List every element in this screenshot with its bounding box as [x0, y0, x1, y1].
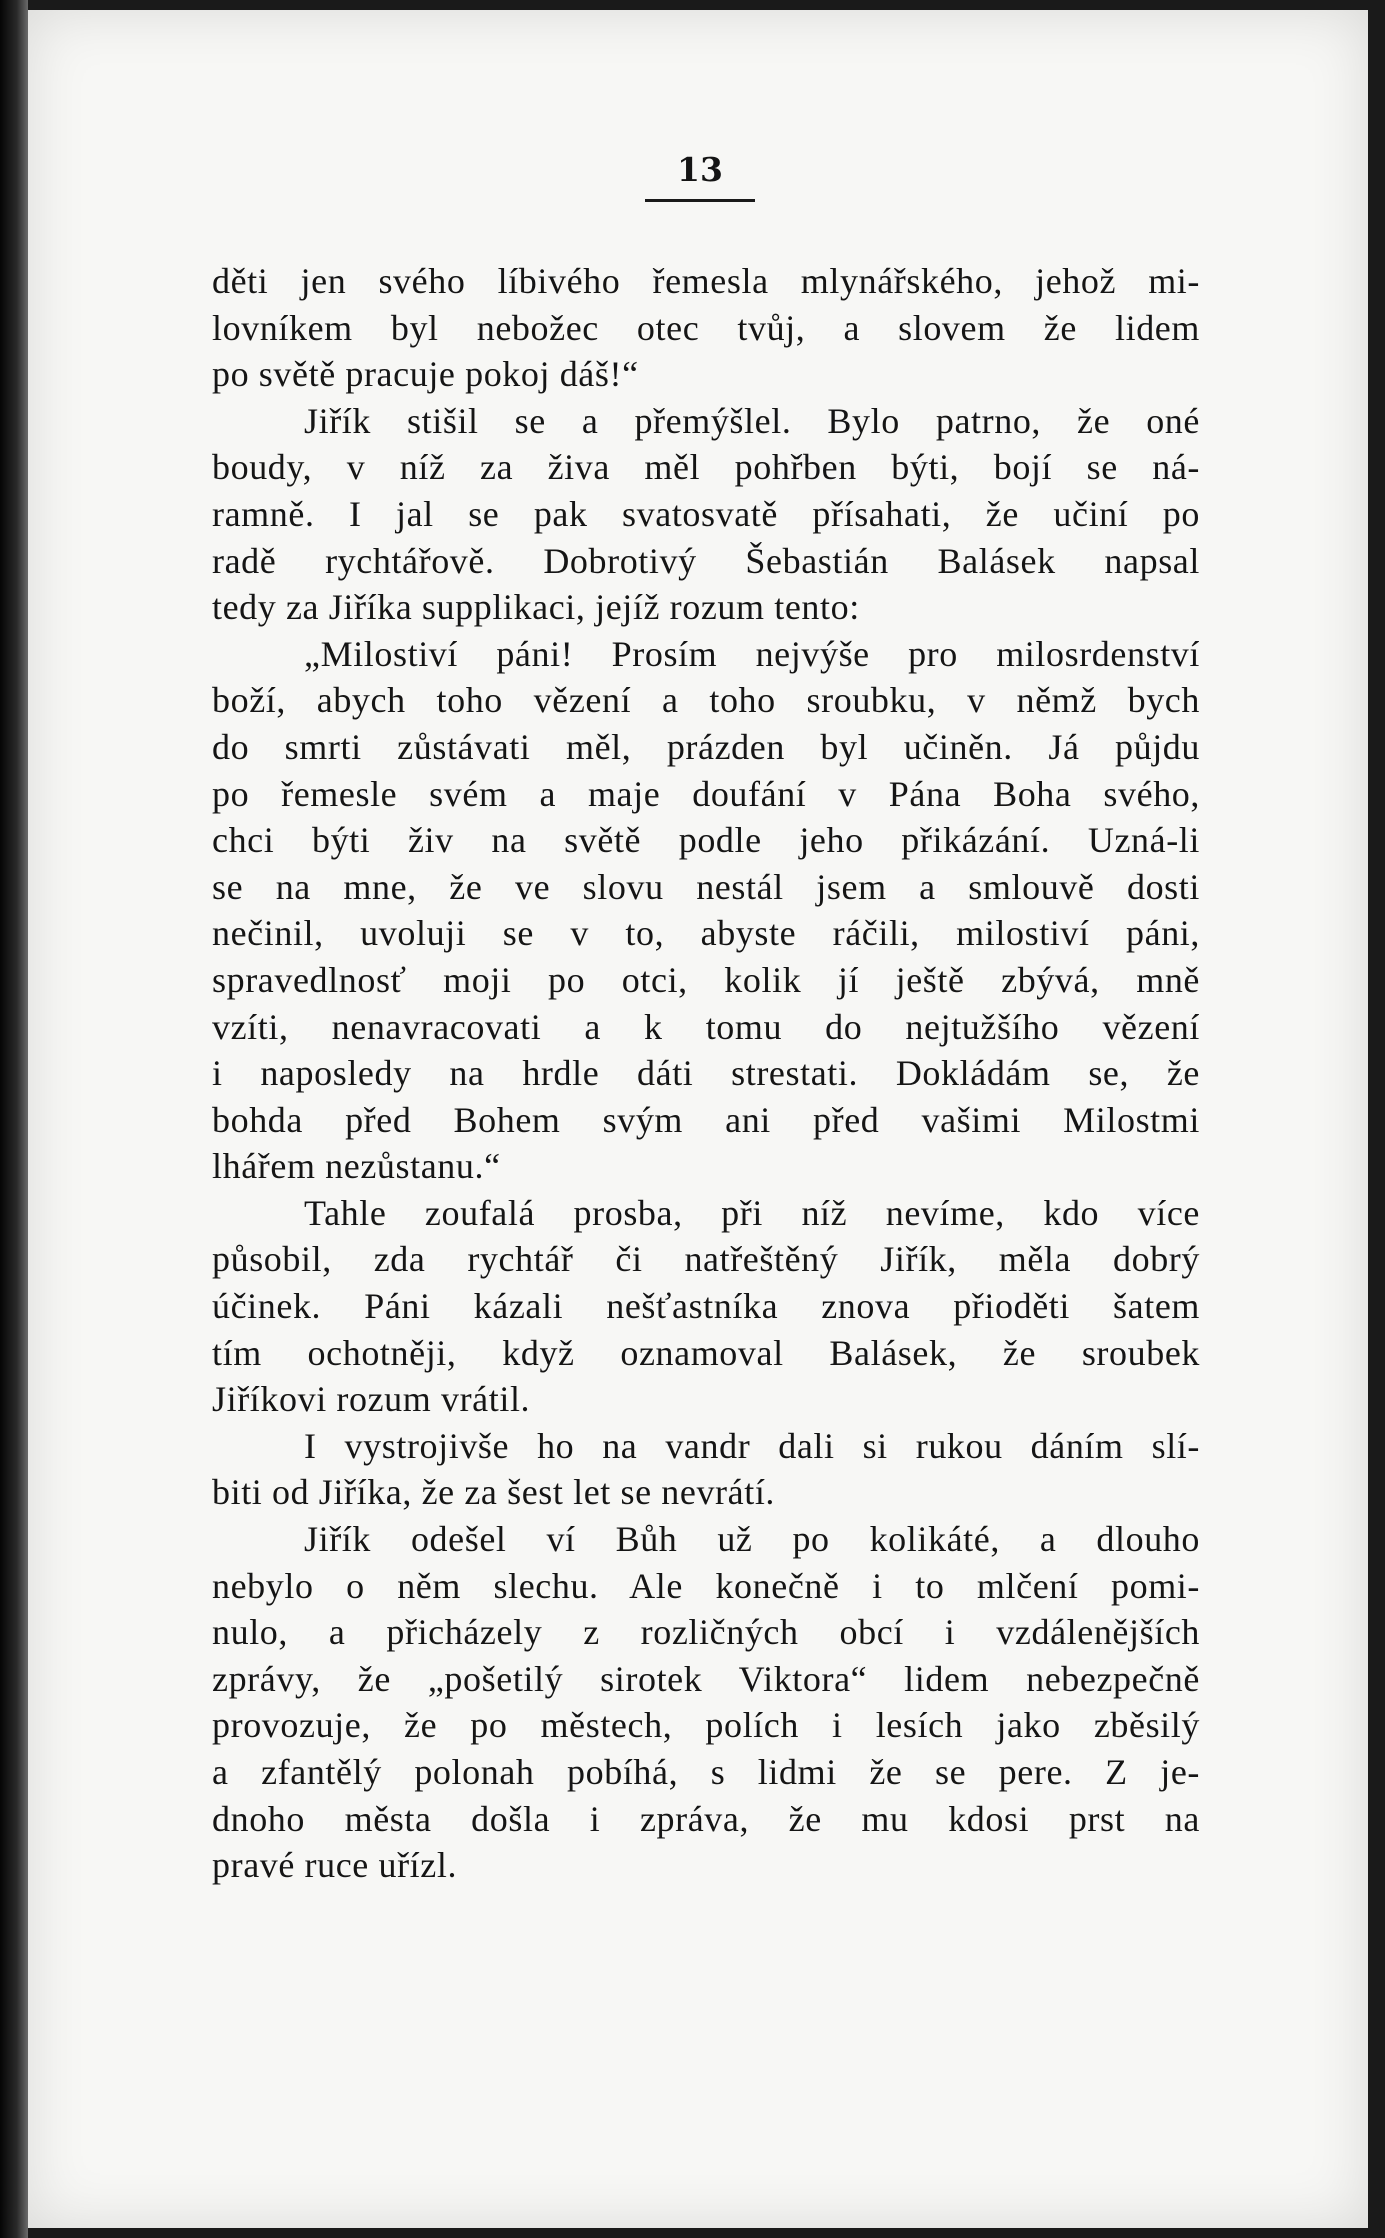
- text-line: lovníkem byl nebožec otec tvůj, a slovem že lidem: [212, 307, 1200, 348]
- text-line: „Milostiví páni! Prosím nejvýše pro milosrdenství: [304, 633, 1200, 674]
- text-line: provozuje, že po městech, polích i lesích jako zběsilý: [212, 1705, 1200, 1746]
- text-line: tedy za Jiříka supplikaci, jejíž rozum tento:: [212, 587, 860, 628]
- text-line: chci býti živ na světě podle jeho přikázání. Uzná-li: [212, 820, 1200, 861]
- text-line: vzíti, nenavracovati a k tomu do nejtužšího vězení: [212, 1006, 1200, 1047]
- page-number-underline: [645, 199, 755, 202]
- text-line: lhářem nezůstanu.“: [212, 1146, 501, 1187]
- text-line: Jiřík stišil se a přemýšlel. Bylo patrno, že oné: [304, 400, 1200, 441]
- text-line: boudy, v níž za živa měl pohřben býti, bojí se ná-: [212, 447, 1200, 488]
- text-line: nečinil, uvoluji se v to, abyste ráčili, milostiví páni,: [212, 913, 1200, 954]
- text-line: dnoho města došla i zpráva, že mu kdosi prst na: [212, 1798, 1200, 1839]
- body-text: [212, 258, 1200, 1889]
- text-line: boží, abych toho vězení a toho sroubku, v němž bych: [212, 680, 1200, 721]
- text-line: nebylo o něm slechu. Ale konečně i to mlčení pomi-: [212, 1565, 1200, 1606]
- text-line: a zfantělý polonah pobíhá, s lidmi že se pere. Z je-: [212, 1752, 1200, 1792]
- text-line: tím ochotněji, když oznamoval Balásek, že sroubek: [212, 1332, 1200, 1373]
- text-line: zprávy, že „pošetilý sirotek Viktora“ lidem nebezpečně: [212, 1658, 1200, 1699]
- text-line: Jiřík odešel ví Bůh už po kolikáté, a dlouho: [304, 1519, 1200, 1560]
- text-line: Tahle zoufalá prosba, při níž nevíme, kdo více: [304, 1192, 1200, 1233]
- text-line: po světě pracuje pokoj dáš!“: [212, 354, 639, 395]
- text-line: I vystrojivše ho na vandr dali si rukou dáním slí-: [304, 1425, 1200, 1466]
- text-line: Jiříkovi rozum vrátil.: [212, 1379, 531, 1420]
- text-line: radě rychtářově. Dobrotivý Šebastián Balásek napsal: [212, 540, 1200, 581]
- book-binding-edge: [0, 0, 28, 2238]
- text-line: nulo, a přicházely z rozličných obcí i vzdálenějších: [212, 1612, 1200, 1653]
- text-line: pravé ruce uřízl.: [212, 1845, 458, 1886]
- page-number: 13: [677, 150, 723, 189]
- text-line: do smrti zůstávati měl, prázden byl učiněn. Já půjdu: [212, 726, 1200, 767]
- text-line: děti jen svého líbivého řemesla mlynářského, jehož mi-: [212, 261, 1200, 301]
- text-line: i naposledy na hrdle dáti strestati. Dokládám se, že: [212, 1053, 1200, 1094]
- text-line: po řemesle svém a maje doufání v Pána Boha svého,: [212, 773, 1200, 814]
- text-line: biti od Jiříka, že za šest let se nevrátí.: [212, 1472, 776, 1513]
- text-line: bohda před Bohem svým ani před vašimi Milostmi: [212, 1099, 1200, 1140]
- text-line: ramně. I jal se pak svatosvatě přísahati, že učiní po: [212, 493, 1200, 534]
- text-line: působil, zda rychtář či natřeštěný Jiřík, měla dobrý: [212, 1239, 1200, 1280]
- text-line: účinek. Páni kázali nešťastníka znova přioděti šatem: [212, 1286, 1200, 1327]
- text-line: spravedlnosť moji po otci, kolik jí ještě zbývá, mně: [212, 959, 1200, 1000]
- text-line: se na mne, že ve slovu nestál jsem a smlouvě dosti: [212, 866, 1200, 907]
